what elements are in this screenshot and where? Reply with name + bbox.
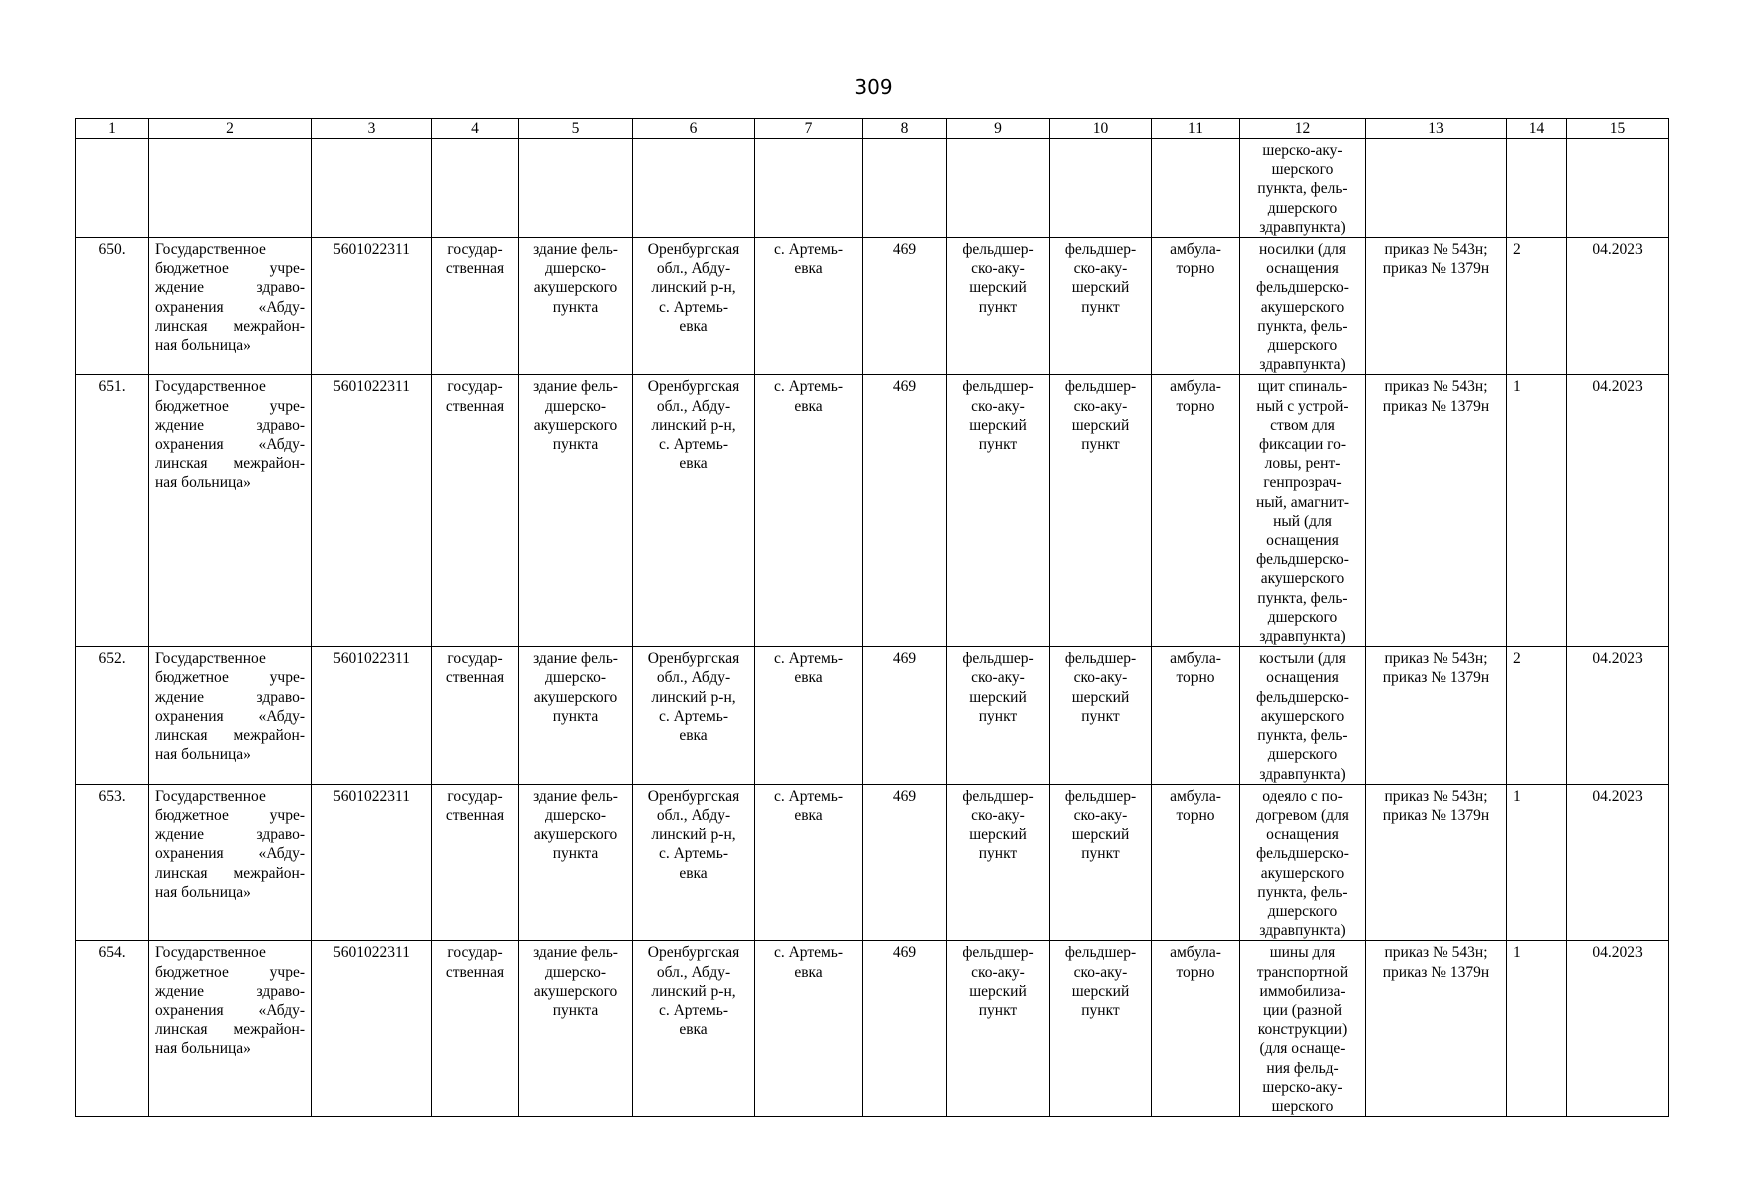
ownership-cell: государ- ственная xyxy=(432,647,519,784)
unit-type-cell: фельдшер- ско-аку- шерский пункт xyxy=(1050,375,1152,647)
locality-cell: с. Артемь- евка xyxy=(755,375,863,647)
empty-cell xyxy=(149,139,312,238)
address-cell: Оренбургская обл., Абду- линский р-н, с. Артемь- евка xyxy=(633,647,755,784)
ownership-cell: государ- ственная xyxy=(432,375,519,647)
inn-cell: 5601022311 xyxy=(312,784,432,941)
equipment-cell: щит спиналь- ный с устрой- ством для фиксации го- ловы, рент- генпрозрач- ный, амагнит- ный (для оснащения фельдшерско- акушерского пункта, фель- дшерского здравпункта) xyxy=(1240,375,1366,647)
quantity-cell: 1 xyxy=(1507,375,1567,647)
column-header: 4 xyxy=(432,119,519,139)
ownership-cell: государ- ственная xyxy=(432,941,519,1117)
quantity-cell: 1 xyxy=(1507,784,1567,941)
column-header: 8 xyxy=(863,119,947,139)
empty-cell xyxy=(1567,139,1669,238)
empty-cell xyxy=(1507,139,1567,238)
quantity-cell: 2 xyxy=(1507,647,1567,784)
building-cell: здание фель- дшерско- акушерского пункта xyxy=(519,784,633,941)
unit-type-cell: фельдшер- ско-аку- шерский пункт xyxy=(1050,238,1152,375)
code-cell: 469 xyxy=(863,375,947,647)
organization-cell: Государственное бюджетное учре-ждение здраво-охранения «Абду-линская межрайон-ная больница» xyxy=(149,647,312,784)
empty-cell xyxy=(312,139,432,238)
address-cell: Оренбургская обл., Абду- линский р-н, с. Артемь- евка xyxy=(633,784,755,941)
page-number: 309 xyxy=(854,75,893,99)
unit-type-cell: фельдшер- ско-аку- шерский пункт xyxy=(947,238,1050,375)
column-header: 11 xyxy=(1152,119,1240,139)
inn-cell: 5601022311 xyxy=(312,238,432,375)
empty-cell xyxy=(863,139,947,238)
column-header: 10 xyxy=(1050,119,1152,139)
column-header: 6 xyxy=(633,119,755,139)
organization-cell: Государственное бюджетное учре-ждение здраво-охранения «Абду-линская межрайон-ная больница» xyxy=(149,941,312,1117)
date-cell: 04.2023 xyxy=(1567,784,1669,941)
care-mode-cell: амбула- торно xyxy=(1152,647,1240,784)
column-header: 1 xyxy=(76,119,149,139)
register-table xyxy=(75,118,1669,1117)
care-mode-cell: амбула- торно xyxy=(1152,941,1240,1117)
date-cell: 04.2023 xyxy=(1567,238,1669,375)
orders-cell: приказ № 543н; приказ № 1379н xyxy=(1366,375,1507,647)
column-header: 12 xyxy=(1240,119,1366,139)
table-row xyxy=(76,647,1669,784)
unit-type-cell: фельдшер- ско-аку- шерский пункт xyxy=(947,375,1050,647)
equipment-cell: костыли (для оснащения фельдшерско- акушерского пункта, фель- дшерского здравпункта) xyxy=(1240,647,1366,784)
empty-cell xyxy=(947,139,1050,238)
row-number-cell: 651. xyxy=(76,375,149,647)
code-cell: 469 xyxy=(863,238,947,375)
organization-cell: Государственное бюджетное учре-ждение здраво-охранения «Абду-линская межрайон-ная больница» xyxy=(149,784,312,941)
equipment-cell: шерско-аку- шерского пункта, фель- дшерского здравпункта) xyxy=(1240,139,1366,238)
column-header: 9 xyxy=(947,119,1050,139)
quantity-cell: 2 xyxy=(1507,238,1567,375)
address-cell: Оренбургская обл., Абду- линский р-н, с. Артемь- евка xyxy=(633,941,755,1117)
column-header: 14 xyxy=(1507,119,1567,139)
column-number-row xyxy=(76,119,1669,139)
unit-type-cell: фельдшер- ско-аку- шерский пункт xyxy=(1050,784,1152,941)
table-row xyxy=(76,375,1669,647)
code-cell: 469 xyxy=(863,941,947,1117)
empty-cell xyxy=(519,139,633,238)
unit-type-cell: фельдшер- ско-аку- шерский пункт xyxy=(1050,647,1152,784)
empty-cell xyxy=(755,139,863,238)
row-number-cell: 650. xyxy=(76,238,149,375)
column-header: 3 xyxy=(312,119,432,139)
care-mode-cell: амбула- торно xyxy=(1152,784,1240,941)
empty-cell xyxy=(1050,139,1152,238)
orders-cell: приказ № 543н; приказ № 1379н xyxy=(1366,784,1507,941)
building-cell: здание фель- дшерско- акушерского пункта xyxy=(519,941,633,1117)
inn-cell: 5601022311 xyxy=(312,941,432,1117)
table-row xyxy=(76,941,1669,1117)
organization-cell: Государственное бюджетное учре-ждение здраво-охранения «Абду-линская межрайон-ная больница» xyxy=(149,238,312,375)
column-header: 7 xyxy=(755,119,863,139)
unit-type-cell: фельдшер- ско-аку- шерский пункт xyxy=(947,784,1050,941)
empty-cell xyxy=(432,139,519,238)
continuation-row xyxy=(76,139,1669,238)
column-header: 5 xyxy=(519,119,633,139)
date-cell: 04.2023 xyxy=(1567,941,1669,1117)
equipment-cell: шины для транспортной иммобилиза- ции (разной конструкции) (для оснаще- ния фельд- шерско-аку- шерского xyxy=(1240,941,1366,1117)
empty-cell xyxy=(1366,139,1507,238)
date-cell: 04.2023 xyxy=(1567,647,1669,784)
row-number-cell: 653. xyxy=(76,784,149,941)
code-cell: 469 xyxy=(863,784,947,941)
column-header: 15 xyxy=(1567,119,1669,139)
equipment-cell: одеяло с по- догревом (для оснащения фельдшерско- акушерского пункта, фель- дшерского здравпункта) xyxy=(1240,784,1366,941)
orders-cell: приказ № 543н; приказ № 1379н xyxy=(1366,238,1507,375)
care-mode-cell: амбула- торно xyxy=(1152,375,1240,647)
locality-cell: с. Артемь- евка xyxy=(755,647,863,784)
inn-cell: 5601022311 xyxy=(312,375,432,647)
unit-type-cell: фельдшер- ско-аку- шерский пункт xyxy=(947,941,1050,1117)
empty-cell xyxy=(76,139,149,238)
table-row xyxy=(76,784,1669,941)
column-header: 13 xyxy=(1366,119,1507,139)
locality-cell: с. Артемь- евка xyxy=(755,941,863,1117)
locality-cell: с. Артемь- евка xyxy=(755,238,863,375)
ownership-cell: государ- ственная xyxy=(432,238,519,375)
unit-type-cell: фельдшер- ско-аку- шерский пункт xyxy=(947,647,1050,784)
table-row xyxy=(76,238,1669,375)
building-cell: здание фель- дшерско- акушерского пункта xyxy=(519,375,633,647)
row-number-cell: 654. xyxy=(76,941,149,1117)
inn-cell: 5601022311 xyxy=(312,647,432,784)
orders-cell: приказ № 543н; приказ № 1379н xyxy=(1366,941,1507,1117)
organization-cell: Государственное бюджетное учре-ждение здраво-охранения «Абду-линская межрайон-ная больница» xyxy=(149,375,312,647)
building-cell: здание фель- дшерско- акушерского пункта xyxy=(519,647,633,784)
equipment-cell: носилки (для оснащения фельдшерско- акушерского пункта, фель- дшерского здравпункта) xyxy=(1240,238,1366,375)
empty-cell xyxy=(633,139,755,238)
orders-cell: приказ № 543н; приказ № 1379н xyxy=(1366,647,1507,784)
address-cell: Оренбургская обл., Абду- линский р-н, с. Артемь- евка xyxy=(633,375,755,647)
care-mode-cell: амбула- торно xyxy=(1152,238,1240,375)
code-cell: 469 xyxy=(863,647,947,784)
empty-cell xyxy=(1152,139,1240,238)
ownership-cell: государ- ственная xyxy=(432,784,519,941)
column-header: 2 xyxy=(149,119,312,139)
date-cell: 04.2023 xyxy=(1567,375,1669,647)
row-number-cell: 652. xyxy=(76,647,149,784)
unit-type-cell: фельдшер- ско-аку- шерский пункт xyxy=(1050,941,1152,1117)
address-cell: Оренбургская обл., Абду- линский р-н, с. Артемь- евка xyxy=(633,238,755,375)
quantity-cell: 1 xyxy=(1507,941,1567,1117)
building-cell: здание фель- дшерско- акушерского пункта xyxy=(519,238,633,375)
locality-cell: с. Артемь- евка xyxy=(755,784,863,941)
